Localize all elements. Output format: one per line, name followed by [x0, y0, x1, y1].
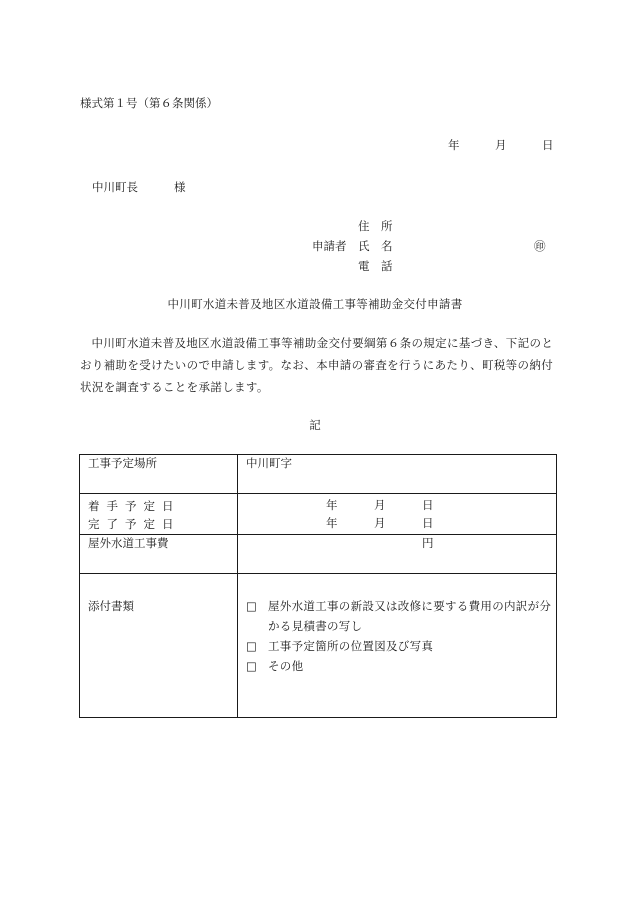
date-month: 月: [495, 138, 507, 152]
table-row: [80, 535, 557, 574]
addressee-honorific: 様: [174, 180, 186, 194]
site-value: 中川町字: [238, 455, 557, 494]
applicant-address-label: 住 所: [358, 219, 393, 233]
cost-unit: 円: [422, 536, 434, 550]
end-date-label: 完了予定日: [88, 517, 181, 531]
start-month: 月: [374, 498, 386, 512]
applicant-name-label: 氏 名: [358, 239, 393, 253]
application-table: [79, 454, 557, 718]
attachment-text: その他: [268, 659, 304, 673]
attachments-label: 添付書類: [80, 574, 238, 718]
end-year: 年: [326, 516, 338, 530]
applicant-phone-label: 電 話: [358, 259, 393, 273]
checkbox-icon: □: [246, 659, 257, 673]
seal-mark: ㊞: [534, 239, 546, 253]
cost-value: [238, 535, 557, 574]
list-item: [246, 596, 556, 636]
attachment-text: 工事予定箇所の位置図及び写真: [268, 639, 434, 653]
end-day: 日: [422, 516, 434, 530]
body-paragraph: 中川町水道未普及地区水道設備工事等補助金交付要綱第６条の規定に基づき、下記のとおり補助を受けたいので申請します。なお、本申請の審査を行うにあたり、町税等の納付状況を調査することを承諾します。: [80, 336, 554, 394]
start-date-label: 着手予定日: [88, 499, 181, 513]
attachment-text: 屋外水道工事の新設又は改修に要する費用の内訳が分かる見積書の写し: [268, 599, 552, 633]
table-row: [80, 455, 557, 494]
ki-heading: 記: [309, 418, 321, 432]
attachments-list: [238, 574, 557, 718]
schedule-labels: [80, 494, 238, 535]
addressee-name: 中川町長: [92, 180, 138, 194]
date-day: 日: [542, 138, 554, 152]
list-item: [246, 636, 556, 656]
end-month: 月: [374, 516, 386, 530]
applicant-label: 申請者: [312, 239, 347, 253]
checkbox-icon: □: [246, 599, 257, 613]
table-row: [80, 574, 557, 718]
form-number: 様式第１号（第６条関係）: [80, 96, 218, 110]
document-title: 中川町水道未普及地区水道設備工事等補助金交付申請書: [167, 297, 463, 311]
start-day: 日: [422, 498, 434, 512]
checkbox-icon: □: [246, 639, 257, 653]
table-row: [80, 494, 557, 535]
list-item: [246, 656, 556, 676]
start-year: 年: [326, 498, 338, 512]
applicant-block: [0, 218, 630, 278]
schedule-values: [238, 494, 557, 535]
site-label: 工事予定場所: [80, 455, 238, 494]
date-year: 年: [448, 138, 460, 152]
cost-label: 屋外水道工事費: [80, 535, 238, 574]
addressee: [92, 179, 186, 195]
